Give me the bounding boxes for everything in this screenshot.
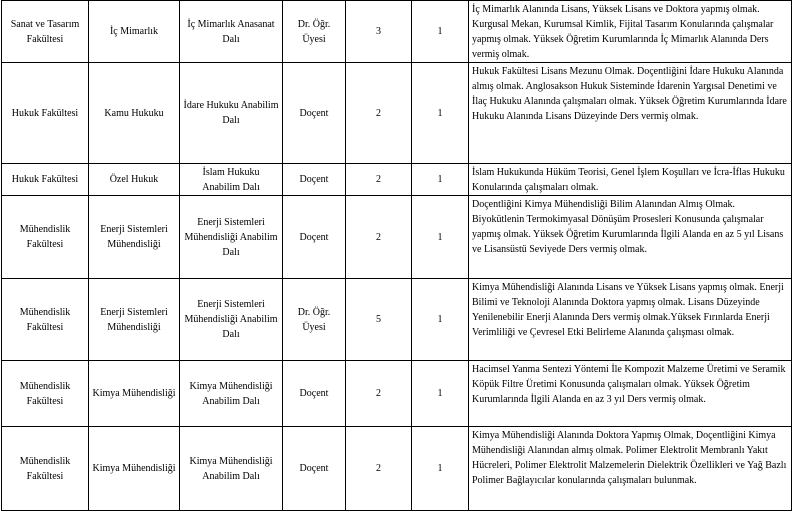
division-cell: Kimya Mühendisliği Anabilim Dalı: [180, 427, 283, 511]
count-cell: 1: [412, 196, 469, 279]
degree-cell: 2: [346, 164, 412, 196]
division-cell: İdare Hukuku Anabilim Dalı: [180, 63, 283, 164]
count-cell: 1: [412, 164, 469, 196]
department-cell: Özel Hukuk: [89, 164, 180, 196]
degree-cell: 3: [346, 1, 412, 63]
count-cell: 1: [412, 63, 469, 164]
faculty-cell: Mühendislik Fakültesi: [2, 279, 89, 361]
department-cell: Kimya Mühendisliği: [89, 361, 180, 427]
faculty-cell: Hukuk Fakültesi: [2, 164, 89, 196]
requirements-cell: Hukuk Fakültesi Lisans Mezunu Olmak. Doçentliğini İdare Hukuku Alanında almış olmak. Anglosakson Hukuk Sisteminde İdarenin Yargısal Denetimi ve İlaç Hukuku Alanında çalışmaları olmak. Yüksek Öğretim Kurumlarında İdare Hukuku Alanında Lisans Düzeyinde Ders vermiş olmak.: [469, 63, 792, 164]
requirements-cell: Hacimsel Yanma Sentezi Yöntemi İle Kompozit Malzeme Üretimi ve Seramik Köpük Filtre Üretimi Konusunda çalışmaları olmak. Yüksek Öğretim Kurumlarında İlgili Alanda en az 3 yıl Ders vermiş olmak.: [469, 361, 792, 427]
faculty-cell: Hukuk Fakültesi: [2, 63, 89, 164]
division-cell: Enerji Sistemleri Mühendisliği Anabilim Dalı: [180, 196, 283, 279]
faculty-cell: Mühendislik Fakültesi: [2, 427, 89, 511]
table-row: [2, 1, 792, 63]
requirements-cell: Kimya Mühendisliği Alanında Doktora Yapmış Olmak, Doçentliğini Kimya Mühendisliği Alanından almış olmak. Polimer Elektrolit Membranlı Yakıt Hücreleri, Polimer Elektrolit Malzemelerin Dielektrik Özellikleri ve Yağ Bazlı Polimer Bağlayıcılar konularında çalışmaları bulunmak.: [469, 427, 792, 511]
degree-cell: 2: [346, 361, 412, 427]
table-row: [2, 427, 792, 511]
faculty-cell: Mühendislik Fakültesi: [2, 361, 89, 427]
count-cell: 1: [412, 427, 469, 511]
count-cell: 1: [412, 361, 469, 427]
division-cell: Kimya Mühendisliği Anabilim Dalı: [180, 361, 283, 427]
table-row: [2, 279, 792, 361]
department-cell: Enerji Sistemleri Mühendisliği: [89, 196, 180, 279]
table-row: [2, 361, 792, 427]
title-cell: Doçent: [283, 164, 346, 196]
requirements-cell: İslam Hukukunda Hüküm Teorisi, Genel İşlem Koşulları ve İcra-İflas Hukuku Konularında çalışmaları olmak.: [469, 164, 792, 196]
title-cell: Doçent: [283, 63, 346, 164]
table-row: [2, 63, 792, 164]
table-row: [2, 196, 792, 279]
requirements-cell: Doçentliğini Kimya Mühendisliği Bilim Alanından Almış Olmak. Biyokütlenin Termokimyasal Dönüşüm Prosesleri Konusunda çalışmalar yapmış olmak. Yüksek Öğretim Kurumlarında İlgili Alanda en az 5 yıl Lisans ve Lisansüstü Seviyede Ders vermiş olmak.: [469, 196, 792, 279]
requirements-cell: Kimya Mühendisliği Alanında Lisans ve Yüksek Lisans yapmış olmak. Enerji Bilimi ve Teknoloji Alanında Doktora yapmış olmak. Lisans Düzeyinde Yenilenebilir Enerji Alanında Ders vermiş olmak.Yüksek Fırınlarda Enerji Verimliliği ve Çevresel Etki Belirleme Alanında çalışması olmak.: [469, 279, 792, 361]
table-row: [2, 164, 792, 196]
degree-cell: 2: [346, 427, 412, 511]
requirements-cell: İç Mimarlık Alanında Lisans, Yüksek Lisans ve Doktora yapmış olmak. Kurgusal Mekan, Kurumsal Kimlik, Fijital Tasarım Konularında çalışmalar yapmış olmak. Yüksek Öğretim Kurumlarında İç Mimarlık Alanında Ders vermiş olmak.: [469, 1, 792, 63]
division-cell: İç Mimarlık Anasanat Dalı: [180, 1, 283, 63]
division-cell: Enerji Sistemleri Mühendisliği Anabilim Dalı: [180, 279, 283, 361]
department-cell: İç Mimarlık: [89, 1, 180, 63]
degree-cell: 5: [346, 279, 412, 361]
title-cell: Doçent: [283, 427, 346, 511]
positions-table: [1, 0, 792, 511]
department-cell: Enerji Sistemleri Mühendisliği: [89, 279, 180, 361]
title-cell: Dr. Öğr. Üyesi: [283, 279, 346, 361]
faculty-cell: Sanat ve Tasarım Fakültesi: [2, 1, 89, 63]
title-cell: Doçent: [283, 196, 346, 279]
department-cell: Kamu Hukuku: [89, 63, 180, 164]
degree-cell: 2: [346, 63, 412, 164]
faculty-cell: Mühendislik Fakültesi: [2, 196, 89, 279]
title-cell: Doçent: [283, 361, 346, 427]
title-cell: Dr. Öğr. Üyesi: [283, 1, 346, 63]
department-cell: Kimya Mühendisliği: [89, 427, 180, 511]
count-cell: 1: [412, 279, 469, 361]
degree-cell: 2: [346, 196, 412, 279]
count-cell: 1: [412, 1, 469, 63]
division-cell: İslam Hukuku Anabilim Dalı: [180, 164, 283, 196]
